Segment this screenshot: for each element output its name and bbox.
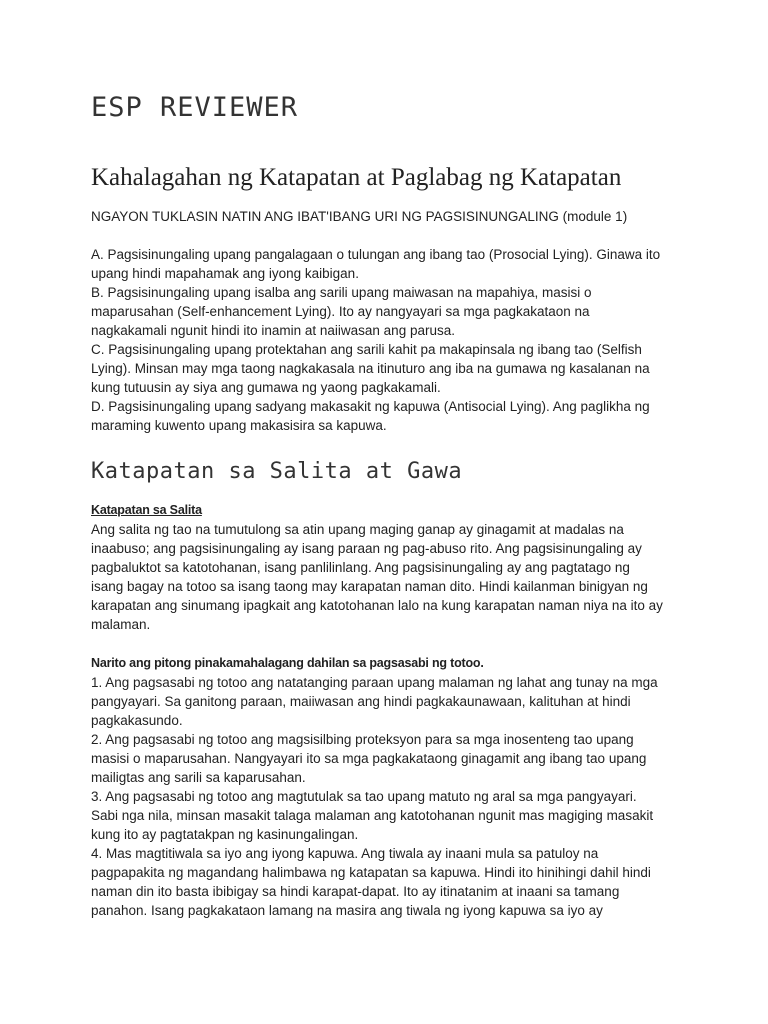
list-item-line: panahon. Isang pagkakataon lamang na masira ang tiwala ng iyong kapuwa sa iyo ay (91, 903, 603, 918)
paragraph-line: Lying). Minsan may mga taong nagkakasala na itinuturo ang iba na gumawa ng kasalanan na (91, 361, 650, 376)
document-title: ESP REVIEWER (91, 92, 299, 123)
list-item-line: naman din ito basta ibibigay sa hindi karapat-dapat. Ito ay itinatanim at inaani sa tamang (91, 884, 620, 899)
subheading-seven-reasons: Narito ang pitong pinakamahalagang dahilan sa pagsasabi ng totoo. (91, 656, 484, 670)
list-item-line: 2. Ang pagsasabi ng totoo ang magsisilbing proteksyon para sa mga inosenteng tao upang (91, 732, 634, 747)
list-item-line: masisi o maparusahan. Nangyayari ito sa mga pagkakataong ginagamit ang ibang tao upang (91, 751, 647, 766)
paragraph-line: nagkakamali ngunit hindi ito inamin at naiiwasan ang parusa. (91, 323, 455, 338)
section-title-kahalagahan: Kahalagahan ng Katapatan at Paglabag ng Katapatan (91, 164, 622, 191)
paragraph-line: D. Pagsisinungaling upang sadyang makasakit ng kapuwa (Antisocial Lying). Ang paglikha ng (91, 399, 650, 414)
paragraph-line: maraming kuwento upang makasisira sa kapuwa. (91, 418, 387, 433)
paragraph-line: inaabuso; ang pagsisinungaling ay isang paraan ng pag-abuso rito. Ang pagsisinungaling ay (91, 541, 642, 556)
list-item-line: 1. Ang pagsasabi ng totoo ang natatanging paraan upang malaman ng lahat ang tunay na mga (91, 675, 658, 690)
subheading-katapatan-sa-salita: Katapatan sa Salita (91, 503, 202, 517)
paragraph-line: upang hindi mapahamak ang iyong kaibigan. (91, 266, 359, 281)
paragraph-line: maparusahan (Self-enhancement Lying). Ito ay nangyayari sa mga pagkakataon na (91, 304, 590, 319)
list-item-line: Sabi nga nila, minsan masakit talaga malaman ang katotohanan ngunit mas magiging masakit (91, 808, 654, 823)
paragraph-line: Ang salita ng tao na tumutulong sa atin upang maging ganap ay ginagamit at madalas na (91, 522, 624, 537)
paragraph-line: malaman. (91, 617, 151, 632)
paragraph-line: C. Pagsisinungaling upang protektahan ang sarili kahit pa makapinsala ng ibang tao (Selfish (91, 342, 642, 357)
module-line: NGAYON TUKLASIN NATIN ANG IBAT'IBANG URI NG PAGSISINUNGALING (module 1) (91, 209, 628, 224)
paragraph-line: karapatan ang sinumang ipagkait ang katotohanan lalo na kung karapatan naman niya na ito ay (91, 598, 663, 613)
list-item-line: 4. Mas magtitiwala sa iyo ang iyong kapuwa. Ang tiwala ay inaani mula sa patuloy na (91, 846, 599, 861)
paragraph-line: pagbaluktot sa katotohanan, isang panlilinlang. Ang pagsisinungaling ay ang pagtatago ng (91, 560, 630, 575)
list-item-line: pagpapakita ng magandang halimbawa ng katapatan sa kapuwa. Hindi ito hinihingi dahil hindi (91, 865, 651, 880)
list-item-line: mailigtas ang sarili sa kaparusahan. (91, 770, 306, 785)
paragraph-line: A. Pagsisinungaling upang pangalagaan o tulungan ang ibang tao (Prosocial Lying). Ginawa ito (91, 247, 661, 262)
list-item-line: pagkakasundo. (91, 713, 183, 728)
section-title-katapatan-salita-gawa: Katapatan sa Salita at Gawa (91, 459, 463, 484)
paragraph-line: isang bagay na totoo sa isang taong may karapatan naman dito. Hindi kailanman binigyan ng (91, 579, 648, 594)
seven-reasons-block (91, 654, 691, 920)
list-item-line: kung ito ay pagtatakpan ng kasinungalingan. (91, 827, 359, 842)
list-item-line: pangyayari. Sa ganitong paraan, maiiwasan ang hindi pagkakaunawaan, kalituhan at hindi (91, 694, 631, 709)
katapatan-sa-salita-block (91, 501, 691, 634)
lying-types-paragraph (91, 245, 691, 435)
list-item-line: 3. Ang pagsasabi ng totoo ang magtutulak sa tao upang matuto ng aral sa mga pangyayari. (91, 789, 637, 804)
paragraph-line: kung tutuusin ay siya ang gumawa ng yaong pagkakamali. (91, 380, 441, 395)
paragraph-line: B. Pagsisinungaling upang isalba ang sarili upang maiwasan na mapahiya, masisi o (91, 285, 592, 300)
